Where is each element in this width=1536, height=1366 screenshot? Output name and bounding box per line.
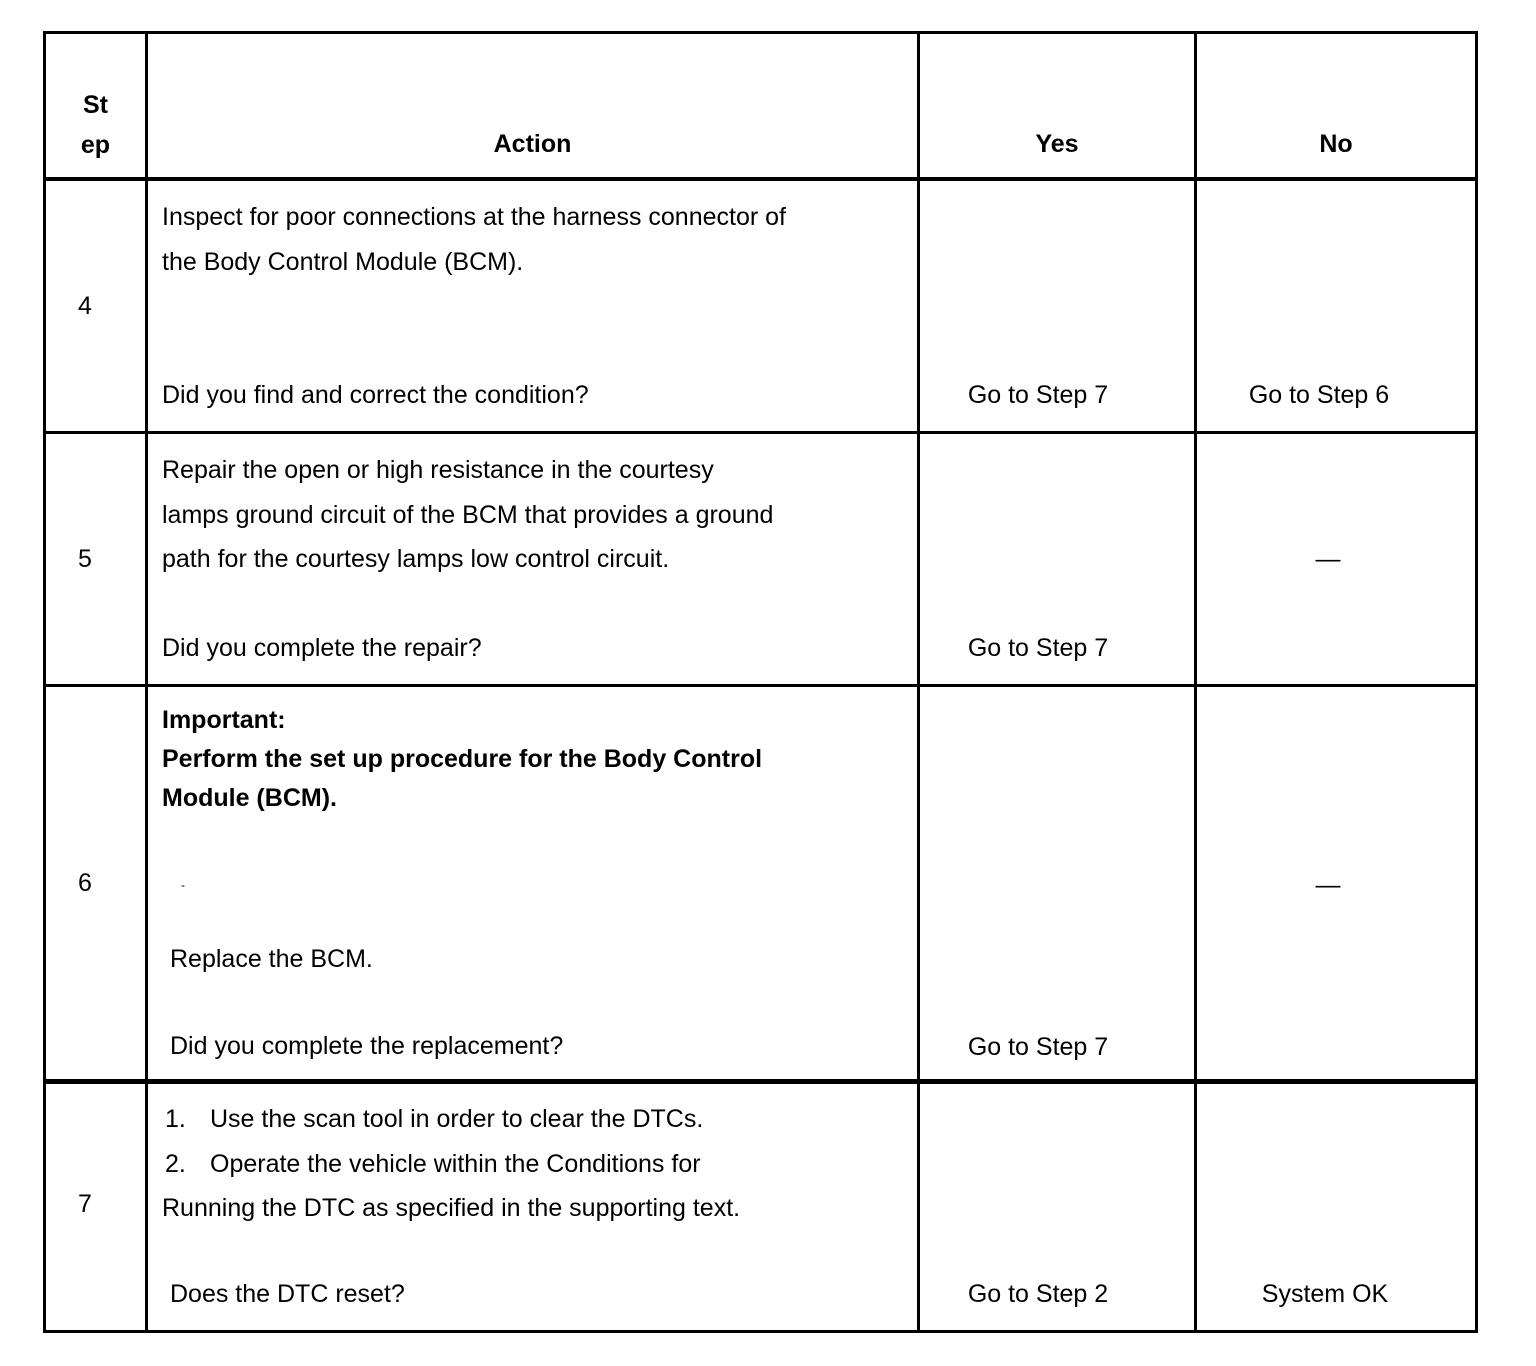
row4-action-line1: Inspect for poor connections at the harness connector of bbox=[162, 203, 786, 231]
diagnostic-table bbox=[43, 31, 1478, 1333]
row7-step: 7 bbox=[78, 1190, 92, 1218]
header-step-line1: St bbox=[83, 91, 108, 119]
column-divider-action bbox=[917, 31, 920, 1333]
header-step-line2: ep bbox=[80, 131, 111, 159]
table-border-top bbox=[43, 31, 1478, 34]
row4-yes: Go to Step 7 bbox=[967, 381, 1109, 409]
row6-important-label: Important: bbox=[162, 706, 286, 734]
header-step bbox=[46, 85, 145, 165]
row5-action-line2: lamps ground circuit of the BCM that provides a ground bbox=[162, 501, 774, 529]
row6-yes: Go to Step 7 bbox=[967, 1033, 1109, 1061]
row6-bullet: - bbox=[181, 878, 185, 892]
table-border-bottom bbox=[43, 1330, 1478, 1333]
row6-action-line1: Replace the BCM. bbox=[170, 945, 373, 973]
row7-question: Does the DTC reset? bbox=[170, 1280, 405, 1308]
row7-no: System OK bbox=[1261, 1280, 1389, 1308]
row7-yes: Go to Step 2 bbox=[967, 1280, 1109, 1308]
header-action: Action bbox=[493, 130, 572, 158]
column-divider-step bbox=[145, 31, 148, 1333]
row7-item1-text: Use the scan tool in order to clear the DTCs. bbox=[210, 1105, 704, 1133]
table-border-left bbox=[43, 31, 46, 1333]
row4-question: Did you find and correct the condition? bbox=[162, 381, 589, 409]
row7-item2-continuation: Running the DTC as specified in the supporting text. bbox=[162, 1194, 741, 1222]
row-divider-4 bbox=[43, 431, 1478, 434]
row5-yes: Go to Step 7 bbox=[967, 634, 1109, 662]
row-divider-6 bbox=[43, 1079, 1478, 1084]
column-divider-yes bbox=[1194, 31, 1197, 1333]
row4-step: 4 bbox=[78, 292, 92, 320]
row6-no: — bbox=[1315, 871, 1341, 899]
row5-action-line1: Repair the open or high resistance in the courtesy bbox=[162, 456, 714, 484]
row6-important-line3: Module (BCM). bbox=[162, 784, 337, 812]
row7-item2-number: 2. bbox=[165, 1150, 186, 1178]
row5-no: — bbox=[1315, 545, 1341, 573]
row7-item2-text: Operate the vehicle within the Conditions for bbox=[210, 1150, 701, 1178]
header-divider bbox=[43, 177, 1478, 181]
row7-item1-number: 1. bbox=[165, 1105, 186, 1133]
table-border-right bbox=[1475, 31, 1478, 1333]
row5-step: 5 bbox=[78, 545, 92, 573]
row5-question: Did you complete the repair? bbox=[162, 634, 482, 662]
row5-action-line3: path for the courtesy lamps low control circuit. bbox=[162, 545, 670, 573]
row6-step: 6 bbox=[78, 869, 92, 897]
row4-no: Go to Step 6 bbox=[1248, 381, 1390, 409]
row6-important-line2: Perform the set up procedure for the Body Control bbox=[162, 745, 763, 773]
row4-action-line2: the Body Control Module (BCM). bbox=[162, 248, 524, 276]
row-divider-5 bbox=[43, 684, 1478, 687]
header-no: No bbox=[1319, 130, 1353, 158]
header-yes: Yes bbox=[1035, 130, 1079, 158]
row6-question: Did you complete the replacement? bbox=[170, 1032, 564, 1060]
